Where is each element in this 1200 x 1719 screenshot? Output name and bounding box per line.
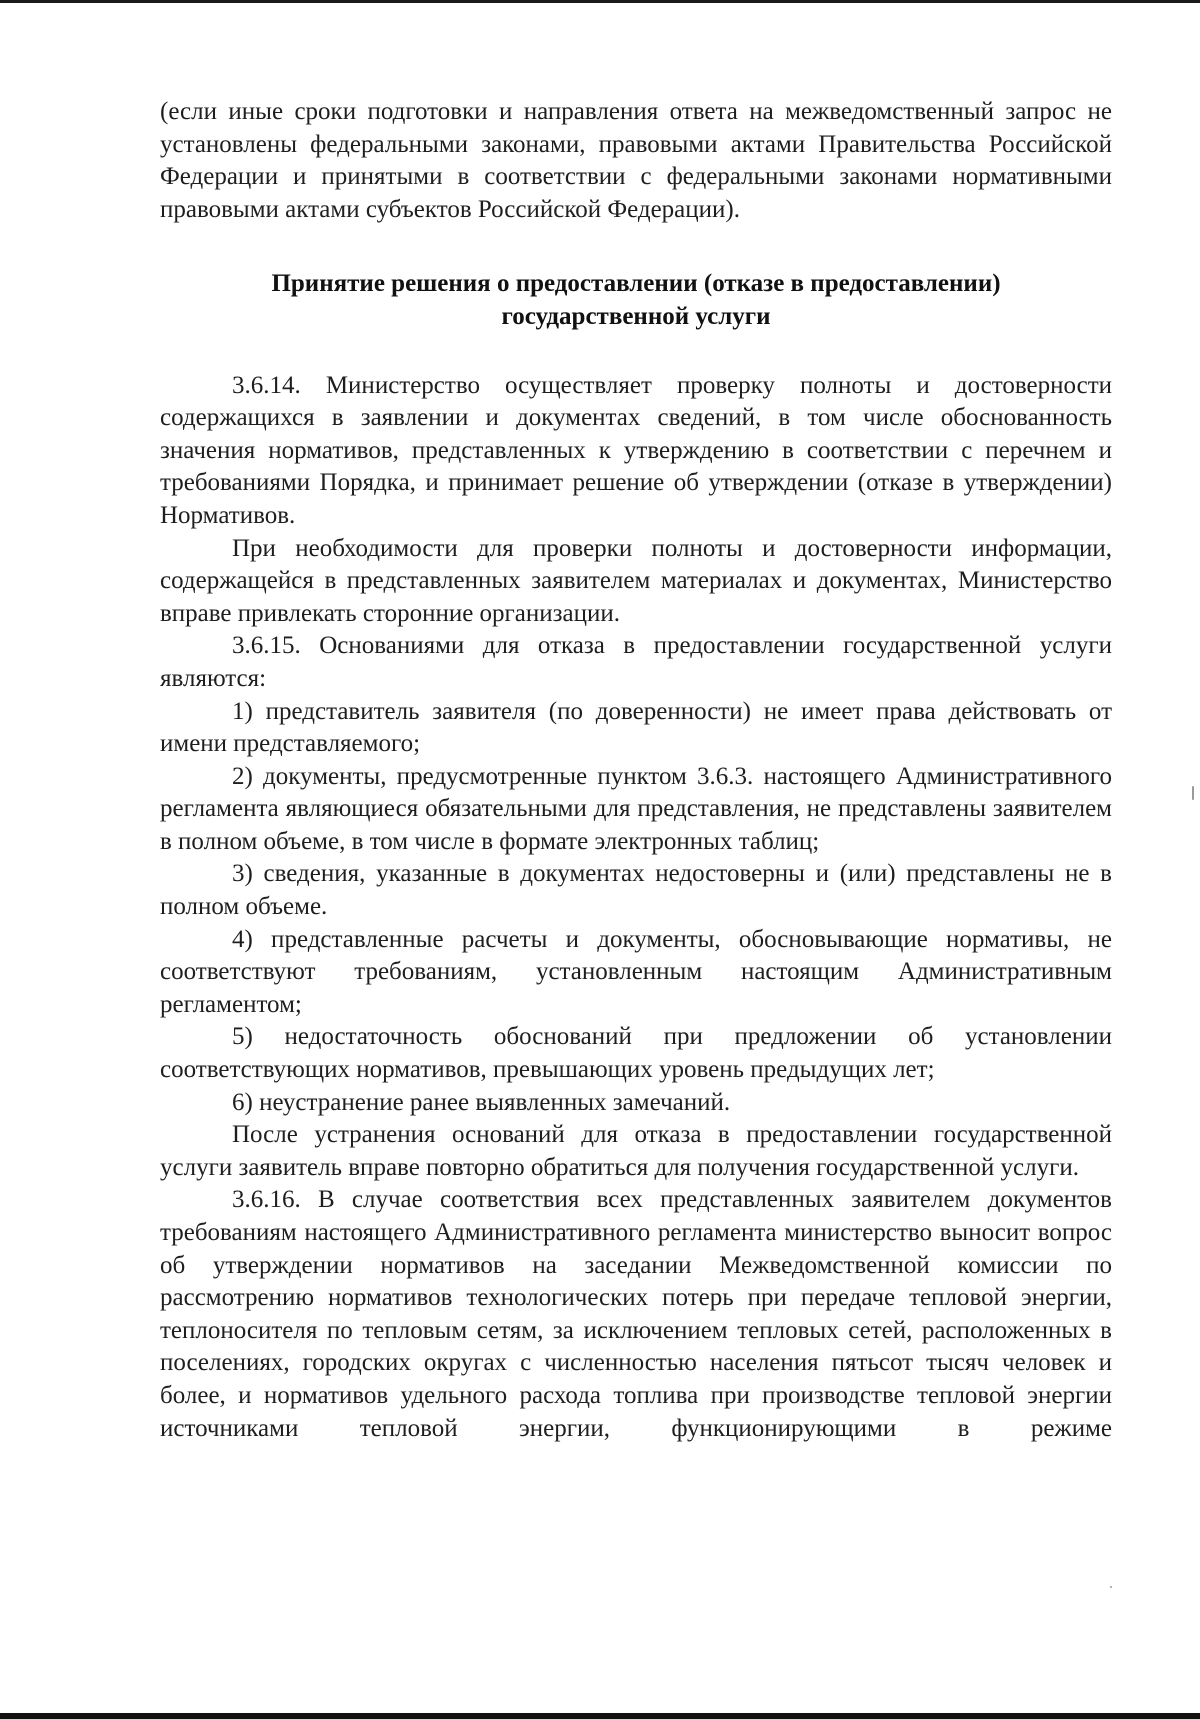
document-body: [160, 96, 1112, 1445]
list-item-1: 1) представитель заявителя (по доверенности) не имеет права действовать от имени представляемого;: [160, 697, 1112, 758]
scan-top-edge: [0, 0, 1200, 3]
list-item-3: 3) сведения, указанные в документах недостоверны и (или) представлены не в полном объеме.: [160, 860, 1112, 921]
list-item-5: 5) недостаточность обоснований при предложении об установлении соответствующих нормативов, превышающих уровень предыдущих лет;: [160, 1023, 1112, 1084]
list-item-4: 4) представленные расчеты и документы, обосновывающие нормативы, не соответствуют требованиям, установленным настоящим Административным регламентом;: [160, 925, 1112, 1018]
list-item-2: 2) документы, предусмотренные пунктом 3.6.3. настоящего Административного регламента являющиеся обязательными для представления, не представлены заявителем в полном объеме, в том числе в формате электронных таблиц;: [160, 762, 1112, 855]
paragraph-reapply: После устранения оснований для отказа в предоставлении государственной услуги заявитель вправе повторно обратиться для получения государственной услуги.: [160, 1121, 1112, 1181]
paragraph-3-6-15: 3.6.15. Основаниями для отказа в предоставлении государственной услуги являются:: [160, 632, 1112, 692]
scan-speck: [1110, 1586, 1112, 1588]
paragraph-3-6-14: 3.6.14. Министерство осуществляет проверку полноты и достоверности содержащихся в заявлении и документах сведений, в том числе обоснованность значения нормативов, представленных к утверждению в соответствии с перечнем и требованиями Порядка, и принимает решение об утверждении (отказе в утверждении) Нормативов.: [160, 371, 1112, 529]
intro-paragraph: (если иные сроки подготовки и направления ответа на межведомственный запрос не установлены федеральными законами, правовыми актами Правительства Российской Федерации и принятыми в соответствии с федеральными законами нормативными правовыми актами субъектов Российской Федерации).: [160, 98, 1112, 223]
scan-speck: [1192, 786, 1194, 800]
paragraph-verification-note: При необходимости для проверки полноты и достоверности информации, содержащейся в представленных заявителем материалах и документах, Министерство вправе привлекать сторонние организации.: [160, 534, 1112, 627]
list-item-6: 6) неустранение ранее выявленных замечаний.: [232, 1088, 731, 1116]
section-heading: [160, 268, 1112, 333]
scan-bottom-edge: [0, 1713, 1200, 1719]
paragraph-3-6-16: 3.6.16. В случае соответствия всех представленных заявителем документов требованиям настоящего Административного регламента министерство выносит вопрос об утверждении нормативов на заседании Межведомственной комиссии по рассмотрению нормативов технологических потерь при передаче тепловой энергии, теплоносителя по тепловым сетям, за исключением тепловых сетей, расположенных в поселениях, городских округах с численностью населения пятьсот тысяч человек и более, и нормативов удельного расхода топлива при производстве тепловой энергии источниками тепловой энергии, функционирующими в режиме: [160, 1186, 1112, 1442]
section-heading-line-1: Принятие решения о предоставлении (отказе в предоставлении): [271, 270, 1001, 298]
section-heading-line-2: государственной услуги: [501, 302, 771, 330]
